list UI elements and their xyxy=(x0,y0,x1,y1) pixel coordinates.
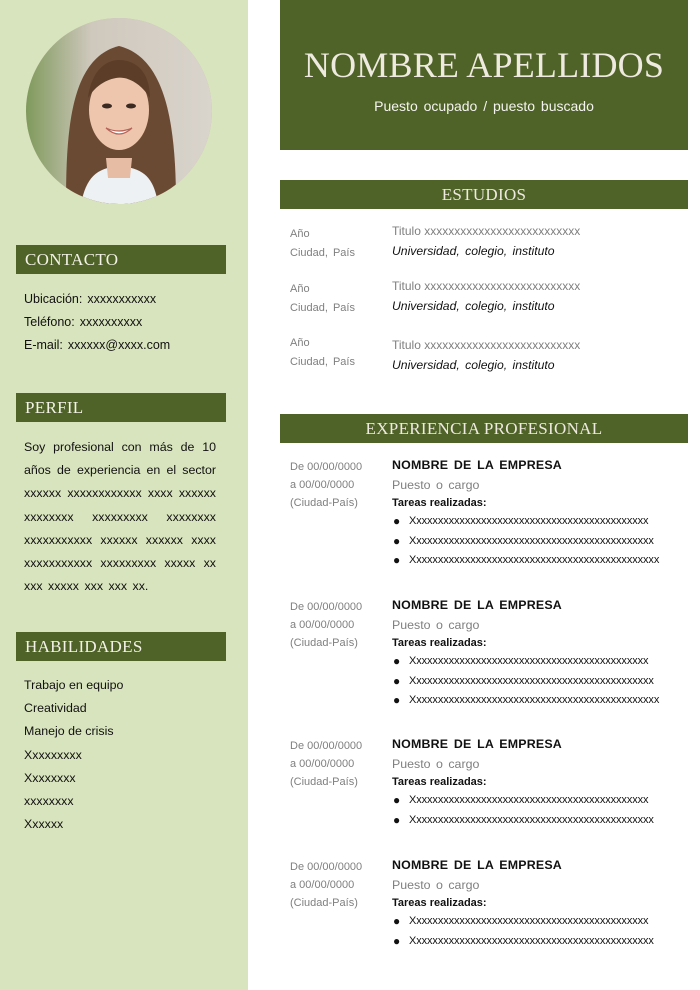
education-year: Año xyxy=(290,337,310,349)
task-item: ● Xxxxxxxxxxxxxxxxxxxxxxxxxxxxxxxxxxxxxxxxxxxx xyxy=(392,791,692,811)
candidate-name: NOMBRE APELLIDOS xyxy=(303,45,665,85)
task-item: ● Xxxxxxxxxxxxxxxxxxxxxxxxxxxxxxxxxxxxxxxxxxxxx xyxy=(392,532,692,552)
experience-task-list xyxy=(392,512,692,571)
bullet-icon: ● xyxy=(393,693,401,707)
skill-item: Manejo de crisis xyxy=(24,724,114,739)
experience-task-list xyxy=(392,652,692,711)
education-title: Titulo xxxxxxxxxxxxxxxxxxxxxxxxxx xyxy=(392,279,581,293)
experience-tasks-label: Tareas realizadas: xyxy=(392,637,487,649)
bullet-icon: ● xyxy=(393,933,401,948)
task-item: ● Xxxxxxxxxxxxxxxxxxxxxxxxxxxxxxxxxxxxxxxxxxxxx xyxy=(392,811,692,831)
education-location: Ciudad, País xyxy=(290,302,355,314)
skill-item: xxxxxxxx xyxy=(24,793,74,808)
bullet-icon: ● xyxy=(393,812,401,827)
skill-item: Creatividad xyxy=(24,701,87,716)
task-item: ● Xxxxxxxxxxxxxxxxxxxxxxxxxxxxxxxxxxxxxxxxxxxx xyxy=(392,912,692,932)
experience-to-date: a 00/00/0000 xyxy=(290,879,355,891)
candidate-role: Puesto ocupado / puesto buscado xyxy=(374,98,594,114)
experience-meta xyxy=(290,598,390,652)
education-meta xyxy=(290,334,390,372)
bullet-icon: ● xyxy=(393,553,401,567)
education-meta xyxy=(290,280,390,318)
contact-list xyxy=(24,288,170,357)
contact-location-label: Ubicación: xyxy=(24,292,83,306)
education-details xyxy=(392,336,580,376)
experience-location: (Ciudad-País) xyxy=(290,776,358,788)
task-item: ● Xxxxxxxxxxxxxxxxxxxxxxxxxxxxxxxxxxxxxxxxxxxx xyxy=(392,512,692,532)
education-heading: ESTUDIOS xyxy=(280,180,688,209)
experience-details xyxy=(392,456,692,571)
experience-heading: EXPERIENCIA PROFESIONAL xyxy=(280,414,688,443)
bullet-icon: ● xyxy=(393,914,401,928)
experience-to-date: a 00/00/0000 xyxy=(290,479,355,491)
task-item: ● Xxxxxxxxxxxxxxxxxxxxxxxxxxxxxxxxxxxxxxxxxxxxxx xyxy=(392,691,692,711)
experience-details xyxy=(392,596,692,711)
education-institution: Universidad, colegio, instituto xyxy=(392,244,555,258)
experience-tasks-label: Tareas realizadas: xyxy=(392,497,487,509)
bullet-icon: ● xyxy=(393,533,401,548)
task-item: ● Xxxxxxxxxxxxxxxxxxxxxxxxxxxxxxxxxxxxxxxxxxxxx xyxy=(392,672,692,692)
experience-from-date: De 00/00/0000 xyxy=(290,461,363,473)
experience-task-list xyxy=(392,912,692,951)
experience-position: Puesto o cargo xyxy=(392,757,480,771)
experience-from-date: De 00/00/0000 xyxy=(290,861,363,873)
contact-phone-label: Teléfono: xyxy=(24,315,75,329)
experience-company: NOMBRE DE LA EMPRESA xyxy=(392,737,562,751)
bullet-icon: ● xyxy=(393,673,401,688)
profile-heading: PERFIL xyxy=(16,393,226,422)
experience-details xyxy=(392,856,692,951)
experience-task-list xyxy=(392,791,692,830)
experience-tasks-label: Tareas realizadas: xyxy=(392,897,487,909)
bullet-icon: ● xyxy=(393,514,401,528)
portrait-image xyxy=(26,18,212,204)
experience-to-date: a 00/00/0000 xyxy=(290,758,355,770)
contact-email-value[interactable]: xxxxxx@xxxx.com xyxy=(67,338,171,352)
experience-company: NOMBRE DE LA EMPRESA xyxy=(392,598,562,612)
education-location: Ciudad, País xyxy=(290,356,355,368)
experience-position: Puesto o cargo xyxy=(392,618,480,632)
education-title: Titulo xxxxxxxxxxxxxxxxxxxxxxxxxx xyxy=(392,224,581,238)
contact-phone xyxy=(24,311,170,334)
experience-meta xyxy=(290,737,390,791)
experience-tasks-label: Tareas realizadas: xyxy=(392,776,487,788)
experience-meta xyxy=(290,458,390,512)
education-title: Titulo xxxxxxxxxxxxxxxxxxxxxxxxxx xyxy=(392,338,581,352)
experience-company: NOMBRE DE LA EMPRESA xyxy=(392,858,562,872)
task-item: ● Xxxxxxxxxxxxxxxxxxxxxxxxxxxxxxxxxxxxxxxxxxxxx xyxy=(392,932,692,952)
contact-email-label: E-mail: xyxy=(24,338,63,352)
contact-heading: CONTACTO xyxy=(16,245,226,274)
experience-details xyxy=(392,735,692,830)
contact-email xyxy=(24,334,170,357)
skill-item: Xxxxxxxxx xyxy=(24,747,82,762)
profile-text: Soy profesional con más de 10 años de experiencia en el sector xxxxxx xxxxxxxxxxxx xxxx xxxxxx xxxxxxxx xxxxxxxxx xxxxxxxx xxxxxxxxxxx xxxxxx xxxxxx xxxx xxxxxxxxxxx xxxxxxxxx xxxxx xx xxx xxxxx xxx xxx xx. xyxy=(24,440,216,594)
experience-company: NOMBRE DE LA EMPRESA xyxy=(392,458,562,472)
education-institution: Universidad, colegio, instituto xyxy=(392,299,555,313)
skill-item: Xxxxxx xyxy=(24,817,64,832)
experience-from-date: De 00/00/0000 xyxy=(290,740,363,752)
skills-heading: HABILIDADES xyxy=(16,632,226,661)
experience-location: (Ciudad-País) xyxy=(290,497,358,509)
bullet-icon: ● xyxy=(393,654,401,668)
education-institution: Universidad, colegio, instituto xyxy=(392,358,555,372)
skills-list xyxy=(24,674,123,836)
experience-position: Puesto o cargo xyxy=(392,478,480,492)
education-meta xyxy=(290,225,390,263)
contact-location xyxy=(24,288,170,311)
contact-phone-value: xxxxxxxxxx xyxy=(79,315,143,329)
profile-photo xyxy=(26,18,212,204)
name-header xyxy=(280,0,688,150)
bullet-icon: ● xyxy=(393,793,401,807)
task-item: ● Xxxxxxxxxxxxxxxxxxxxxxxxxxxxxxxxxxxxxxxxxxxx xyxy=(392,652,692,672)
education-details xyxy=(392,222,580,262)
education-location: Ciudad, País xyxy=(290,247,355,259)
education-year: Año xyxy=(290,228,310,240)
experience-to-date: a 00/00/0000 xyxy=(290,619,355,631)
education-details xyxy=(392,277,580,317)
experience-meta xyxy=(290,858,390,912)
education-year: Año xyxy=(290,283,310,295)
sidebar xyxy=(0,0,248,990)
skill-item: Trabajo en equipo xyxy=(24,678,124,692)
experience-position: Puesto o cargo xyxy=(392,878,480,892)
contact-location-value: xxxxxxxxxxx xyxy=(87,292,157,306)
task-item: ● Xxxxxxxxxxxxxxxxxxxxxxxxxxxxxxxxxxxxxxxxxxxxxx xyxy=(392,551,692,571)
skill-item: Xxxxxxxx xyxy=(24,770,76,785)
experience-location: (Ciudad-País) xyxy=(290,897,358,909)
experience-location: (Ciudad-País) xyxy=(290,637,358,649)
experience-from-date: De 00/00/0000 xyxy=(290,601,363,613)
